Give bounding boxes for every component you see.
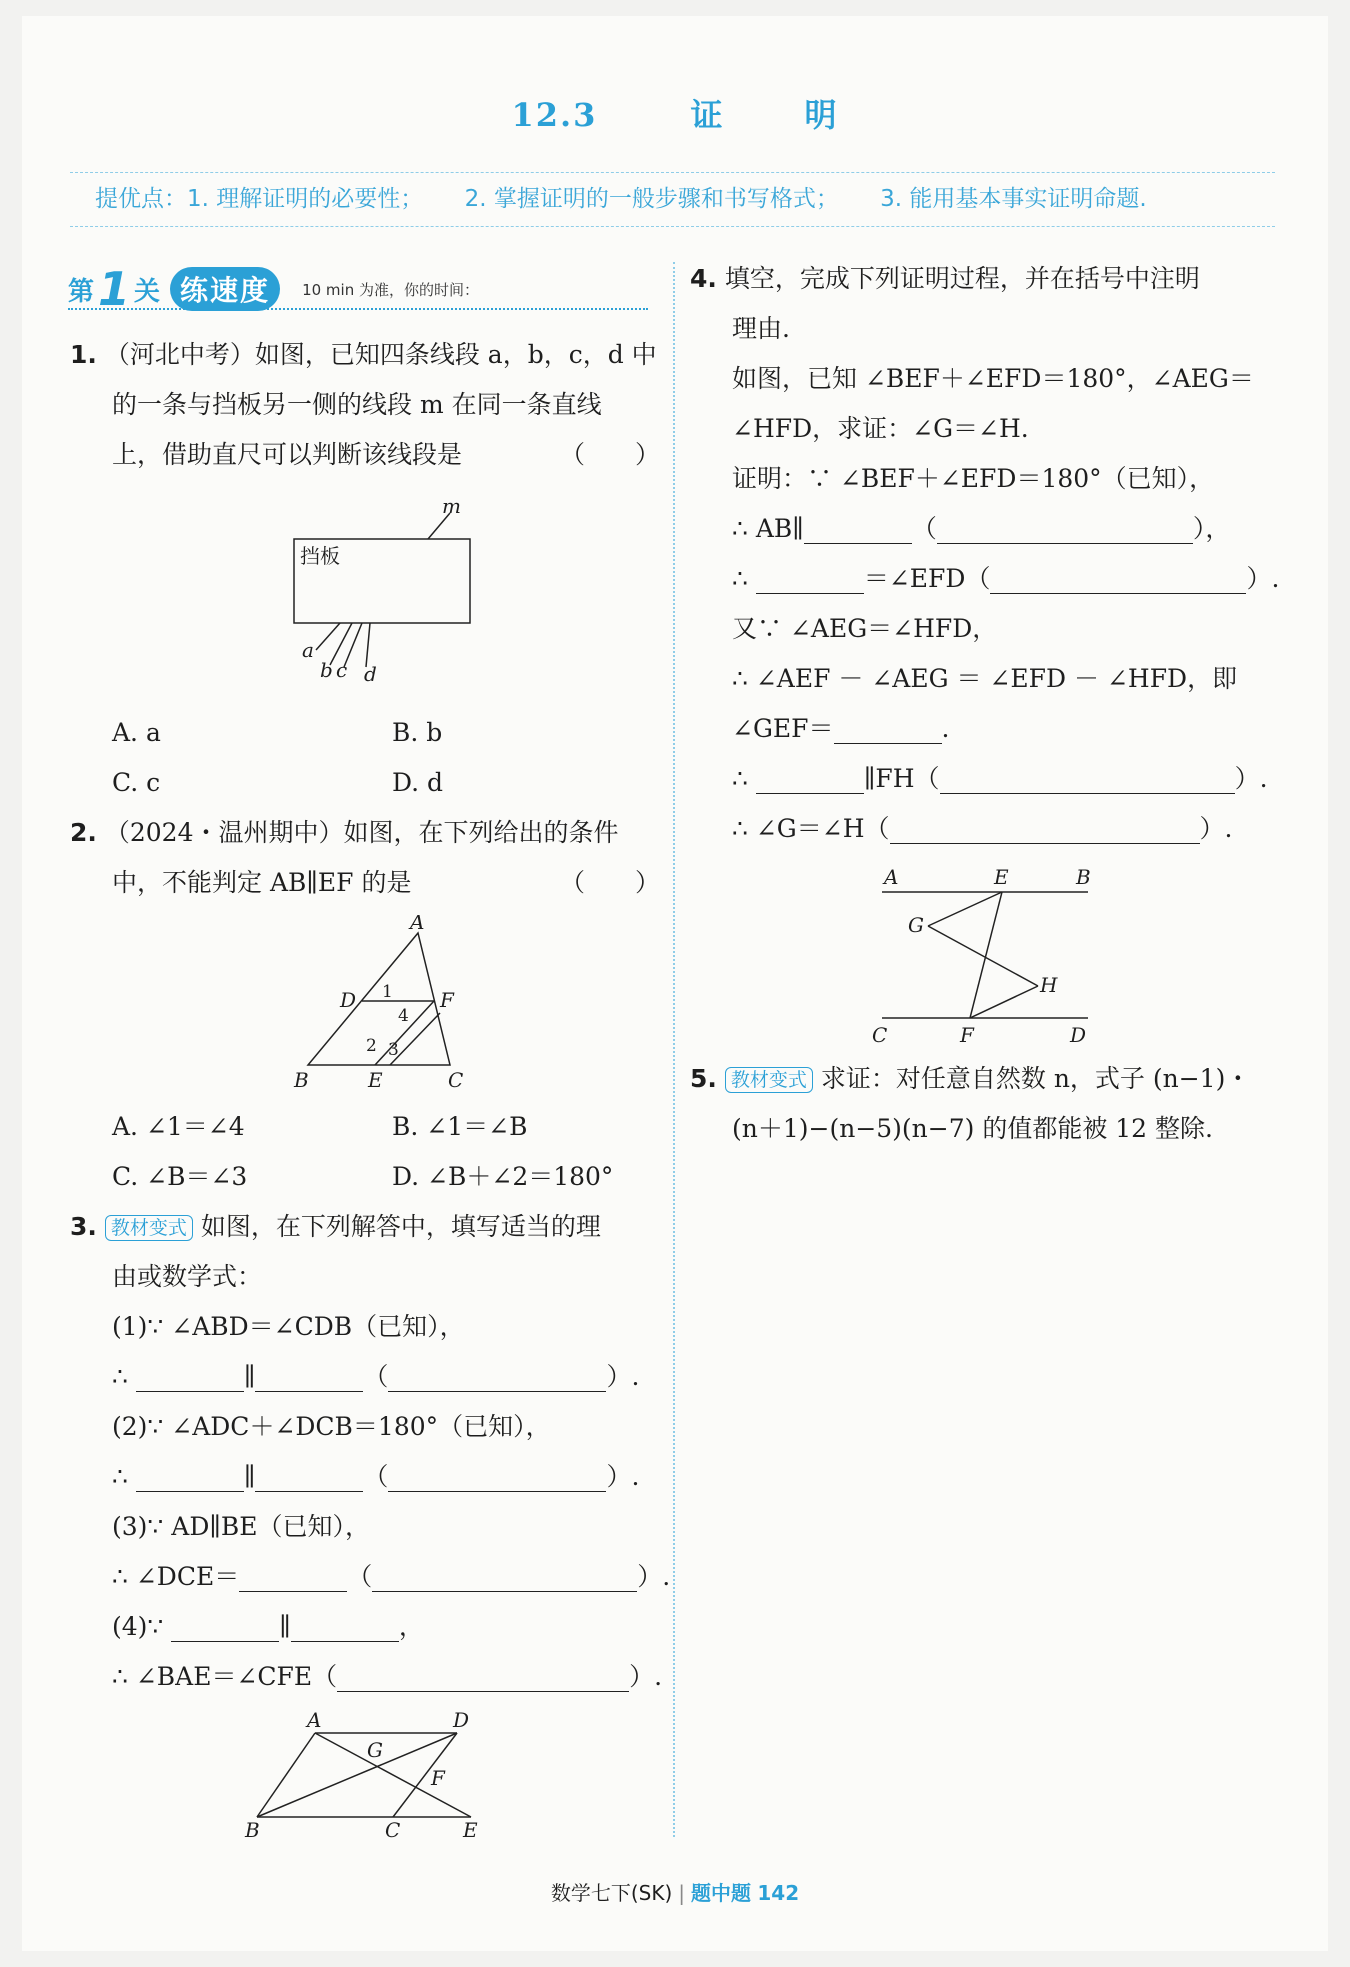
q4-label-G: G [908, 913, 924, 937]
q3-comma-4: ， [398, 1612, 424, 1641]
q2-option-d[interactable]: D. ∠B＋∠2＝180° [392, 1162, 614, 1191]
q4-angle-gef: ∠GEF＝ [732, 714, 834, 743]
q2-label-E: E [368, 1068, 383, 1092]
key-points [95, 180, 1181, 213]
q2-label-A: A [410, 915, 425, 934]
q3-step2-conclusion [112, 1462, 639, 1492]
q4-label-H: H [1040, 973, 1058, 997]
q4-therefore-6: ∴ [732, 764, 748, 793]
level-number: 1 [98, 262, 131, 316]
q3-rparen-2: ）. [606, 1462, 640, 1491]
q2-option-c[interactable]: C. ∠B＝∠3 [112, 1162, 248, 1191]
q3-label-F: F [431, 1766, 445, 1790]
q3-blank-4-reason[interactable] [337, 1667, 629, 1692]
q4-rparen-1: ）， [1192, 514, 1231, 543]
divider-top [70, 172, 1275, 173]
q3-blank-3[interactable] [239, 1567, 347, 1592]
q3-rparen-3: ）. [637, 1562, 671, 1591]
time-note: 10 min 为准，你的时间： [302, 280, 479, 299]
q2-label-B: B [294, 1068, 309, 1092]
q1-option-a[interactable]: A. a [112, 718, 161, 747]
q4-rparen-2: ）. [1246, 564, 1280, 593]
level-underline [68, 308, 648, 310]
q3-line-2: 由或数学式： [112, 1262, 263, 1291]
q2-label-D: D [340, 988, 357, 1012]
q3-blank-1b[interactable] [255, 1367, 363, 1392]
q5-line-2: (n＋1)−(n−5)(n−7) 的值都能被 12 整除. [732, 1114, 1213, 1143]
q3-step1-conclusion [112, 1362, 639, 1392]
q3-blank-3-reason[interactable] [372, 1567, 637, 1592]
q4-blank-1-reason[interactable] [937, 519, 1193, 544]
q1-label-d: d [364, 662, 377, 686]
q3-parallel-1: ∥ [243, 1362, 256, 1391]
q4-proof-step-3: 又∵ ∠AEG＝∠HFD， [732, 614, 998, 643]
section-number: 12.3 [511, 96, 598, 134]
q2-angle-3: 3 [388, 1040, 399, 1060]
q4-line-3: 如图，已知 ∠BEF＋∠EFD＝180°，∠AEG＝ [732, 364, 1254, 393]
q2-option-a[interactable]: A. ∠1＝∠4 [112, 1112, 245, 1141]
q2-line-1 [70, 818, 618, 848]
q4-line-1 [690, 264, 1200, 294]
q2-angle-2: 2 [366, 1036, 377, 1056]
q4-label-F: F [960, 1023, 974, 1047]
q4-ab-parallel: ∴ AB∥ [732, 514, 804, 543]
q4-period-5: . [941, 714, 950, 743]
section-title-char-2: 明 [804, 96, 839, 134]
q4-blank-2-reason[interactable] [990, 569, 1246, 594]
q4-text-1: 填空，完成下列证明过程，并在括号中注明 [724, 264, 1200, 293]
q3-step2-given: (2)∵ ∠ADC＋∠DCB＝180°（已知）， [112, 1412, 551, 1441]
q3-therefore-2: ∴ [112, 1462, 128, 1491]
page-footer: 数学七下(SK) | 题中题 142 [550, 1881, 800, 1905]
q3-step3-given: (3)∵ AD∥BE（已知）， [112, 1512, 371, 1541]
q3-angle-dce: ∴ ∠DCE＝ [112, 1562, 240, 1591]
q3-parallel-4: ∥ [279, 1612, 291, 1641]
q3-lparen-1: （ [363, 1362, 389, 1391]
level-name-badge: 练速度 [170, 267, 280, 311]
q4-blank-5[interactable] [834, 719, 942, 744]
q1-board-label: 挡板 [300, 544, 340, 568]
q4-proof-start: 证明：∵ ∠BEF＋∠EFD＝180°（已知）， [732, 464, 1215, 493]
q4-blank-1[interactable] [804, 519, 912, 544]
key-point-3: 3. 能用基本事实证明命题. [880, 186, 1147, 212]
key-point-1: 提优点：1. 理解证明的必要性； [95, 186, 424, 212]
q4-line-2: 理由. [732, 314, 790, 343]
q2-number: 2. [70, 818, 97, 847]
q5-line-1 [690, 1064, 1250, 1094]
q3-lparen-2: （ [363, 1462, 389, 1491]
q2-text-1: （2024・温州期中）如图，在下列给出的条件 [104, 818, 619, 847]
q3-step4-given [112, 1612, 424, 1642]
q3-blank-1-reason[interactable] [388, 1367, 606, 1392]
q3-label-A: A [307, 1708, 322, 1732]
q3-because-4: (4)∵ [112, 1612, 164, 1641]
q4-label-E: E [994, 865, 1009, 889]
q5-text-1: 求证：对任意自然数 n，式子 (n−1)・ [820, 1064, 1251, 1093]
q4-proof-step-1 [732, 514, 1230, 544]
q2-option-b[interactable]: B. ∠1＝∠B [392, 1112, 528, 1141]
level-guan: 关 [134, 276, 161, 307]
q3-parallel-2: ∥ [243, 1462, 256, 1491]
q3-line-1 [70, 1212, 601, 1242]
q4-label-A: A [884, 865, 899, 889]
q5-textbook-tag: 教材变式 [725, 1067, 813, 1093]
q4-label-B: B [1076, 865, 1091, 889]
q4-parallel-fh: ∥FH（ [863, 764, 940, 793]
q4-proof-step-5 [732, 714, 949, 744]
q1-option-b[interactable]: B. b [392, 718, 443, 747]
q4-blank-2[interactable] [756, 569, 864, 594]
q3-blank-1a[interactable] [136, 1367, 244, 1392]
q2-label-C: C [448, 1068, 464, 1092]
page-number: 142 [757, 1881, 800, 1905]
q3-figure [235, 1705, 495, 1840]
q4-blank-6[interactable] [756, 769, 864, 794]
q4-lparen-1: （ [911, 514, 937, 543]
q1-figure [270, 495, 500, 695]
q4-rparen-7: ）. [1199, 814, 1233, 843]
q4-proof-step-7 [732, 814, 1232, 844]
divider-bottom [70, 226, 1275, 227]
q4-blank-6-reason[interactable] [940, 769, 1235, 794]
q3-label-C: C [385, 1818, 401, 1840]
q3-blank-2b[interactable] [255, 1467, 363, 1492]
q1-label-a: a [302, 638, 314, 662]
q1-option-c[interactable]: C. c [112, 768, 161, 797]
q4-rparen-6: ）. [1234, 764, 1268, 793]
q5-number: 5. [690, 1064, 717, 1093]
q3-text-1: 如图，在下列解答中，填写适当的理 [200, 1212, 601, 1241]
q1-line-2: 的一条与挡板另一侧的线段 m 在同一条直线 [112, 390, 602, 419]
q4-proof-step-4: ∴ ∠AEF － ∠AEG ＝ ∠EFD － ∠HFD，即 [732, 664, 1238, 693]
q1-option-d[interactable]: D. d [392, 768, 444, 797]
q3-blank-4b[interactable] [291, 1617, 399, 1642]
q3-angle-bae: ∴ ∠BAE＝∠CFE（ [112, 1662, 338, 1691]
q4-figure [870, 860, 1100, 1050]
section-title-char-1: 证 [690, 96, 725, 134]
column-divider [673, 262, 675, 1837]
q4-conclusion: ∴ ∠G＝∠H（ [732, 814, 890, 843]
q3-step3-conclusion [112, 1562, 670, 1592]
q1-text-1: （河北中考）如图，已知四条线段 a，b，c，d 中 [104, 340, 657, 369]
q2-figure [290, 915, 490, 1095]
q2-line-2: 中，不能判定 AB∥EF 的是 [112, 868, 412, 897]
q4-therefore-2: ∴ [732, 564, 748, 593]
q4-angle-efd: ＝∠EFD（ [863, 564, 991, 593]
q4-blank-7-reason[interactable] [890, 819, 1200, 844]
q3-label-D: D [453, 1708, 470, 1732]
q3-blank-4a[interactable] [171, 1617, 279, 1642]
key-point-2: 2. 掌握证明的一般步骤和书写格式； [464, 186, 839, 212]
q2-label-F: F [440, 988, 454, 1012]
q3-blank-2a[interactable] [136, 1467, 244, 1492]
q4-proof-step-2 [732, 564, 1279, 594]
q4-label-D: D [1070, 1023, 1087, 1047]
q4-proof-step-6 [732, 764, 1268, 794]
q3-step1-given: (1)∵ ∠ABD＝∠CDB（已知）， [112, 1312, 465, 1341]
level-di: 第 [68, 276, 95, 307]
q3-blank-2-reason[interactable] [388, 1467, 606, 1492]
q1-number: 1. [70, 340, 97, 369]
q3-textbook-tag: 教材变式 [105, 1215, 193, 1241]
q3-rparen-4: ）. [629, 1662, 663, 1691]
q3-label-G: G [367, 1738, 383, 1762]
q1-label-m: m [442, 495, 461, 518]
q4-number: 4. [690, 264, 717, 293]
footer-book: 数学七下(SK) [550, 1881, 673, 1905]
q3-therefore-1: ∴ [112, 1362, 128, 1391]
q1-line-3: 上，借助直尺可以判断该线段是 [112, 440, 463, 469]
q1-label-c: c [336, 658, 348, 682]
q2-angle-4: 4 [398, 1006, 409, 1026]
q3-number: 3. [70, 1212, 97, 1241]
footer-brand: 题中题 [691, 1881, 752, 1905]
q3-label-E: E [463, 1818, 478, 1840]
q4-label-C: C [872, 1023, 888, 1047]
q1-line-1 [70, 340, 657, 370]
q3-step4-conclusion [112, 1662, 662, 1692]
section-title [0, 90, 1350, 136]
q3-label-B: B [245, 1818, 260, 1840]
q2-answer-paren: （ ） [560, 868, 661, 897]
q2-angle-1: 1 [382, 982, 393, 1002]
q1-answer-paren: （ ） [560, 440, 661, 469]
q3-rparen-1: ）. [606, 1362, 640, 1391]
q4-line-4: ∠HFD，求证：∠G＝∠H. [732, 414, 1029, 443]
q1-label-b: b [320, 658, 333, 682]
q3-lparen-3: （ [347, 1562, 373, 1591]
